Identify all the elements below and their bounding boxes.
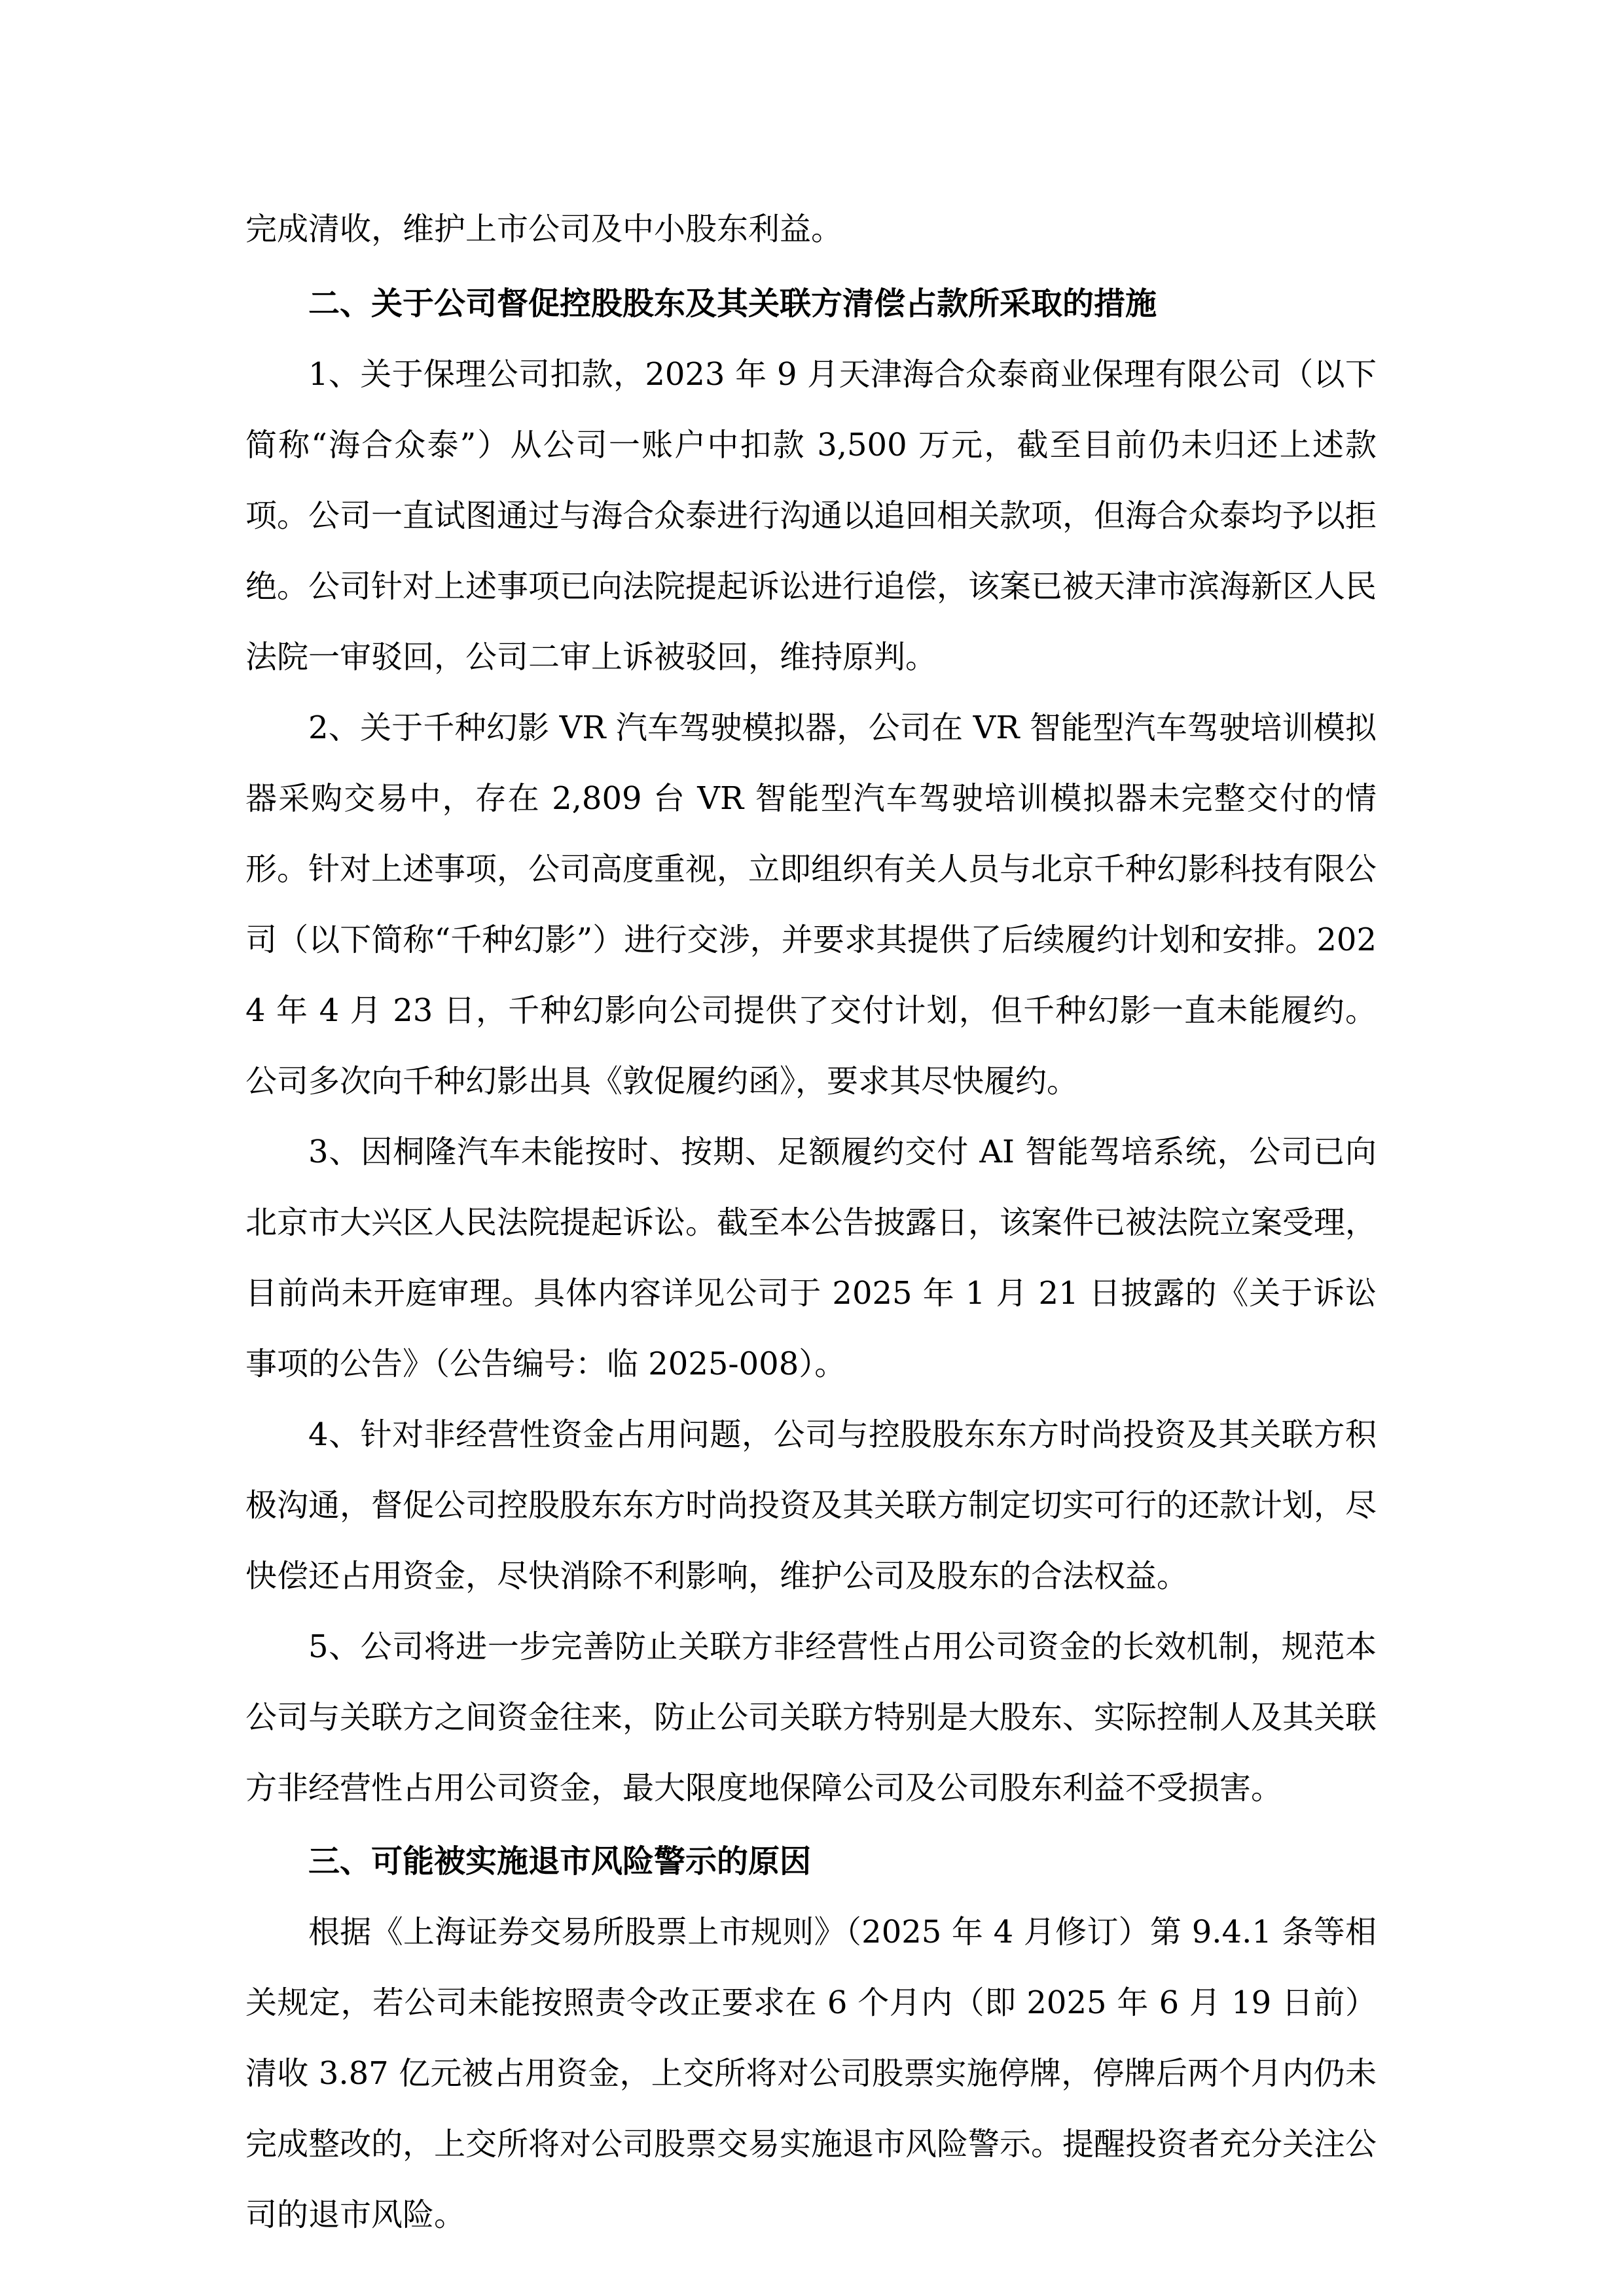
section-2-item-5: 5、公司将进一步完善防止关联方非经营性占用公司资金的长效机制，规范本公司与关联方之间资金往来，防止公司关联方特别是大股东、实际控制人及其关联方非经营性占用公司资金，最大限度地保障公司及公司股东利益不受损害。 — [245, 1628, 1377, 1806]
section-2-item-2: 2、关于千种幻影 VR 汽车驾驶模拟器，公司在 VR 智能型汽车驾驶培训模拟器采购交易中，存在 2,809 台 VR 智能型汽车驾驶培训模拟器未完整交付的情形。针对上述事项，公司高度重视，立即组织有关人员与北京千种幻影科技有限公司（以下简称“千种幻影”）进行交涉，并要求其提供了后续履约计划和安排。2024 年 4 月 23 日，千种幻影向公司提供了交付计划，但千种幻影一直未能履约。公司多次向千种幻影出具《敦促履约函》，要求其尽快履约。 — [245, 709, 1377, 1100]
section-2-item-1: 1、关于保理公司扣款，2023 年 9 月天津海合众泰商业保理有限公司（以下简称“海合众泰”）从公司一账户中扣款 3,500 万元，截至目前仍未归还上述款项。公司一直试图通过与海合众泰进行沟通以追回相关款项，但海合众泰均予以拒绝。公司针对上述事项已向法院提起诉讼进行追偿，该案已被天津市滨海新区人民法院一审驳回，公司二审上诉被驳回，维持原判。 — [245, 356, 1377, 675]
document-body — [245, 194, 1377, 2250]
section-3-heading: 三、可能被实施退市风险警示的原因 — [308, 1843, 812, 1880]
section-2-item-4: 4、针对非经营性资金占用问题，公司与控股股东东方时尚投资及其关联方积极沟通，督促公司控股股东东方时尚投资及其关联方制定切实可行的还款计划，尽快偿还占用资金，尽快消除不利影响，维护公司及股东的合法权益。 — [245, 1416, 1377, 1594]
section-2-heading: 二、关于公司督促控股股东及其关联方清偿占款所采取的措施 — [308, 285, 1157, 322]
intro-paragraph-tail: 完成清收，维护上市公司及中小股东利益。 — [245, 211, 843, 247]
section-2-item-3: 3、因桐隆汽车未能按时、按期、足额履约交付 AI 智能驾培系统，公司已向北京市大兴区人民法院提起诉讼。截至本公告披露日，该案件已被法院立案受理，目前尚未开庭审理。具体内容详见公司于 2025 年 1 月 21 日披露的《关于诉讼事项的公告》（公告编号：临 2025-008）。 — [245, 1134, 1377, 1382]
section-3-body: 根据《上海证券交易所股票上市规则》（2025 年 4 月修订）第 9.4.1 条等相关规定，若公司未能按照责令改正要求在 6 个月内（即 2025 年 6 月 19 日前）清收 3.87 亿元被占用资金，上交所将对公司股票实施停牌，停牌后两个月内仍未完成整改的，上交所将对公司股票交易实施退市风险警示。提醒投资者充分关注公司的退市风险。 — [245, 1914, 1377, 2233]
